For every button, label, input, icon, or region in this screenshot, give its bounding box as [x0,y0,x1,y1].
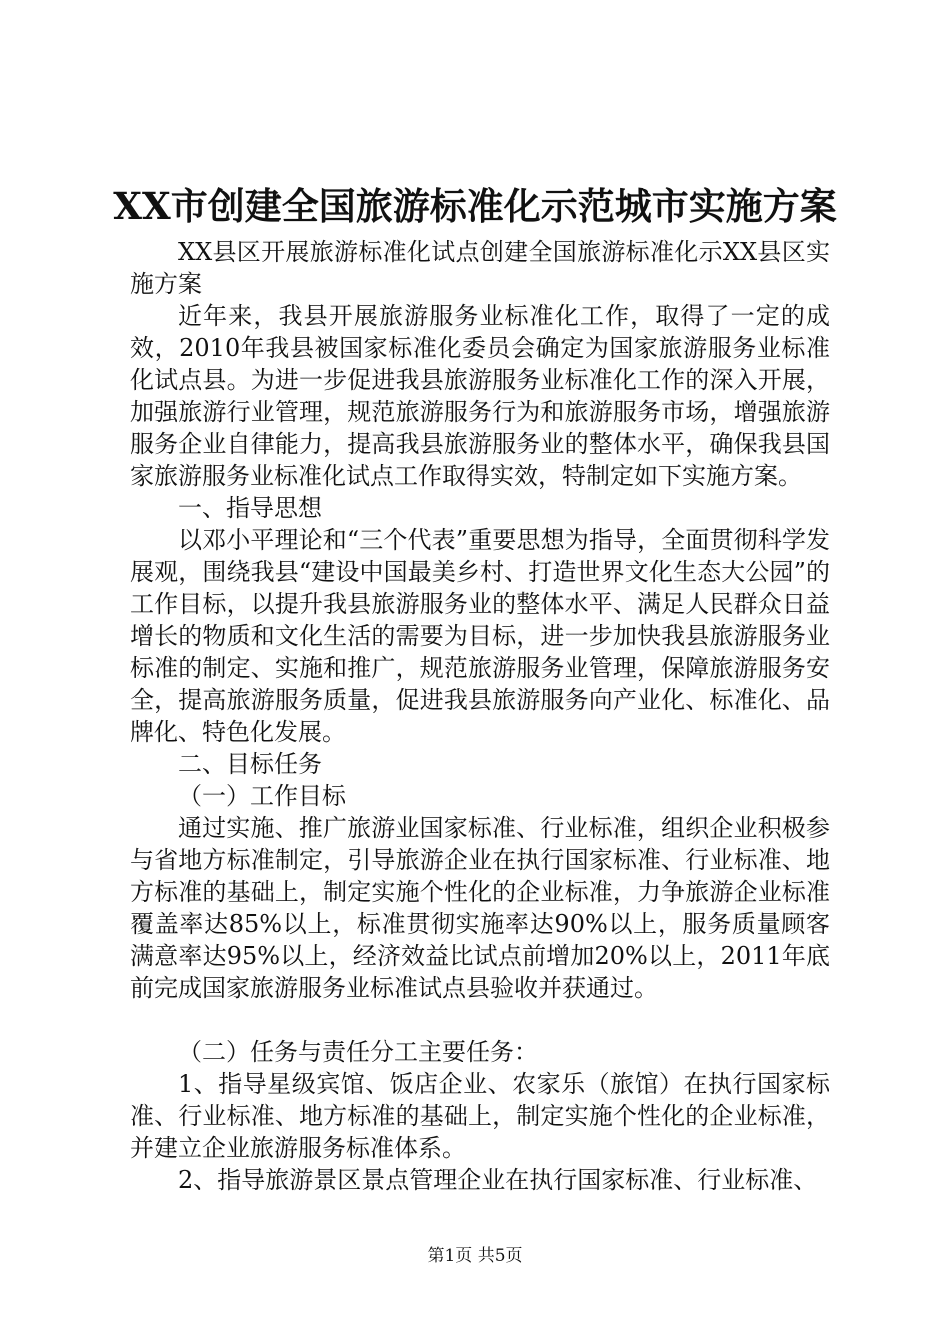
guiding-ideology-paragraph: 以邓小平理论和“三个代表”重要思想为指导，全面贯彻科学发展观，围绕我县“建设中国最美乡村、打造世界文化生态大公园”的工作目标，以提升我县旅游服务业的整体水平、满足人民群众日益增长的物质和文化生活的需要为目标，进一步加快我县旅游服务业标准的制定、实施和推广，规范旅游服务业管理，保障旅游服务安全，提高旅游服务质量，促进我县旅游服务向产业化、标准化、品牌化、特色化发展。 [130,526,830,746]
page-footer: 第1页 共5页 [427,1246,523,1266]
paragraph-gap [130,1004,830,1036]
section-heading-guiding-ideology: 一、指导思想 [178,494,322,522]
subsection-heading-work-goals: （一）工作目标 [178,782,346,810]
subtitle-paragraph: XX县区开展旅游标准化试点创建全国旅游标准化示XX县区实施方案 [130,238,830,298]
work-goals-paragraph: 通过实施、推广旅游业国家标准、行业标准，组织企业积极参与省地方标准制定，引导旅游企业在执行国家标准、行业标准、地方标准的基础上，制定实施个性化的企业标准，力争旅游企业标准覆盖率达85%以上，标准贯彻实施率达90%以上，服务质量顾客满意率达95%以上，经济效益比试点前增加20%以上，2011年底前完成国家旅游服务业标准试点县验收并获通过。 [130,814,830,1002]
section-heading-goals-tasks: 二、目标任务 [178,750,322,778]
intro-paragraph: 近年来，我县开展旅游服务业标准化工作，取得了一定的成效，2010年我县被国家标准化委员会确定为国家旅游服务业标准化试点县。为进一步促进我县旅游服务业标准化工作的深入开展，加强旅游行业管理，规范旅游服务行为和旅游服务市场，增强旅游服务企业自律能力，提高我县旅游服务业的整体水平，确保我县国家旅游服务业标准化试点工作取得实效，特制定如下实施方案。 [130,302,830,490]
document-title: XX市创建全国旅游标准化示范城市实施方案 [113,184,837,228]
task-item-2: 2、指导旅游景区景点管理企业在执行国家标准、行业标准、 [178,1166,818,1194]
task-item-1: 1、指导星级宾馆、饭店企业、农家乐（旅馆）在执行国家标准、行业标准、地方标准的基础上，制定实施个性化的企业标准，并建立企业旅游服务标准体系。 [130,1070,830,1162]
subsection-heading-tasks: （二）任务与责任分工主要任务： [178,1038,538,1066]
document-body [130,236,830,1196]
